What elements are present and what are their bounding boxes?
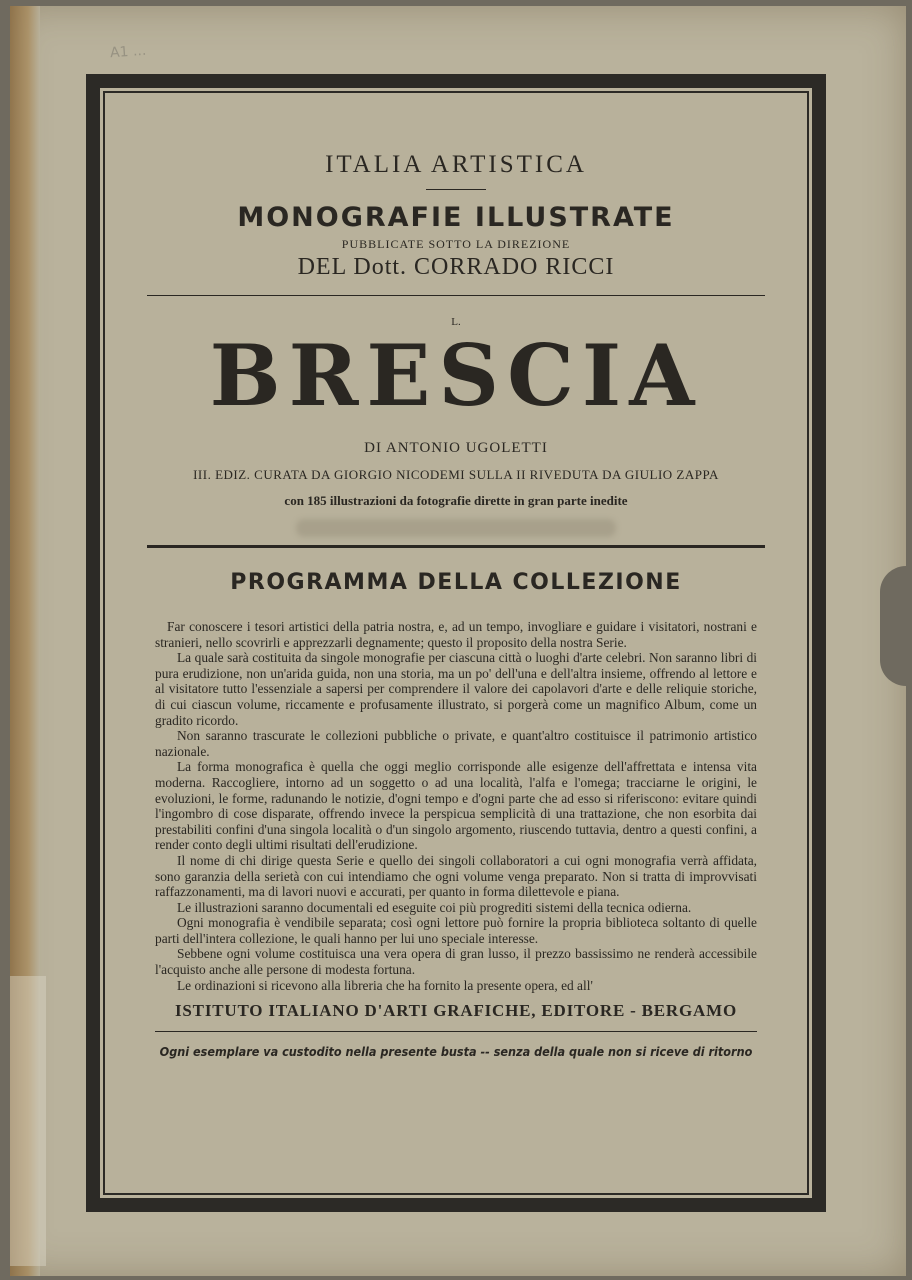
collection-title: MONOGRAFIE ILLUSTRATE [237,202,675,233]
series-title: ITALIA ARTISTICA [325,151,587,178]
programma-heading: PROGRAMMA DELLA COLLEZIONE [230,570,682,595]
footer-rule [155,1031,757,1032]
pencil-note: A1 ... [109,42,147,62]
volume-number: L. [451,316,461,328]
custody-notice: Ogni esemplare va custodito nella presente busta -- senza della quale non si riceve di ritorno [159,1044,753,1060]
ornamental-border [86,74,826,1212]
volume-title: BRESCIA [209,326,703,425]
programma-text [155,619,757,993]
frame-inner [103,91,809,1195]
programma-paragraph: Sebbene ogni volume costituisca una vera opera di gran lusso, il prezzo bassissimo ne renderà accessibile l'acquisto anche alle persone di modesta fortuna. [155,946,757,978]
published-under: PUBBLICATE SOTTO LA DIREZIONE [341,237,571,251]
director-name: DEL Dott. CORRADO RICCI [297,254,615,280]
programma-paragraph: La forma monografica è quella che oggi meglio corrisponde alle esigenze dell'affrettata e intensa vita moderna. Raccogliere, intorno ad un soggetto o ad una località, l'alfa e l'omega; tracciarne le origini, le evoluzioni, le forme, radunando le notizie, d'ogni tempo e d'ogni parte che ad esso si riferiscono: evitare quindi l'ingombro di cose disparate, offrendo invece la perspicua semplicità di una trattazione, che non esorbita dai prestabiliti confini d'una singola località o d'un singolo argomento, riuscendo tuttavia, dentro a questi confini, a render conto degli ultimi risultati dell'erudizione. [155,759,757,853]
cover-content [155,93,757,1059]
programma-paragraph: Ogni monografia è vendibile separata; così ogni lettore può fornire la propria biblioteca soltanto di quelle parti dell'intera collezione, le quali hanno per lui uno speciale interesse. [155,915,757,946]
publisher-line: ISTITUTO ITALIANO D'ARTI GRAFICHE, EDITORE - BERGAMO [175,1001,737,1021]
tape-strip [10,976,46,1266]
programma-paragraph: Il nome di chi dirige questa Serie e quello dei singoli collaboratori a cui ogni monografia verrà affidata, sono garanzia della serietà con cui intendiamo che ogni volume venga preparato. Non si tratta di improvvisati raffazzonamenti, ma di lavori nuovi e accurati, per quanto in forma dilettevole e piana. [155,852,757,900]
illustrations-line: con 185 illustrazioni da fotografie dirette in gran parte inedite [284,493,628,508]
author-line: DI ANTONIO UGOLETTI [364,440,548,456]
programma-paragraph: Far conoscere i tesori artistici della patria nostra, e, ad un tempo, invogliare e guidare i visitatori, nostrani e stranieri, nello scovrirli e apprezzarli degnamente; questo il proposito della nostra Serie. [155,619,757,650]
programma-paragraph: Le illustrazioni saranno documentali ed eseguite coi più progrediti sistemi della tecnica odierna. [177,899,692,915]
envelope-tab-cut [880,566,906,686]
short-rule [426,189,486,190]
ink-smudge [296,519,616,537]
programma-paragraph: Le ordinazioni si ricevono alla libreria che ha fornito la presente opera, ed all' [177,977,593,993]
programma-paragraph: La quale sarà costituita da singole monografie per ciascuna città o luoghi d'arte celebri. Non saranno libri di pura erudizione, non un'arida guida, non una storia, ma un po' dell'una e dell'altra insieme, offrendo al lettore e al visitatore tutto l'essenziale a sapersi per comprendere il valore dei capolavori d'arte e delle reliquie storiche, di cui ciascun volume, riccamente e profusamente illustrato, si porgerà come un magnifico Album, come un gradito ricordo. [155,650,757,728]
programma-paragraph: Non saranno trascurate le collezioni pubbliche o private, e quant'altro costituisce il patrimonio artistico nazionale. [155,728,757,759]
section-rule [147,545,765,548]
edition-line: III. EDIZ. CURATA DA GIORGIO NICODEMI SULLA II RIVEDUTA DA GIULIO ZAPPA [193,467,719,482]
header-rule [147,295,765,296]
